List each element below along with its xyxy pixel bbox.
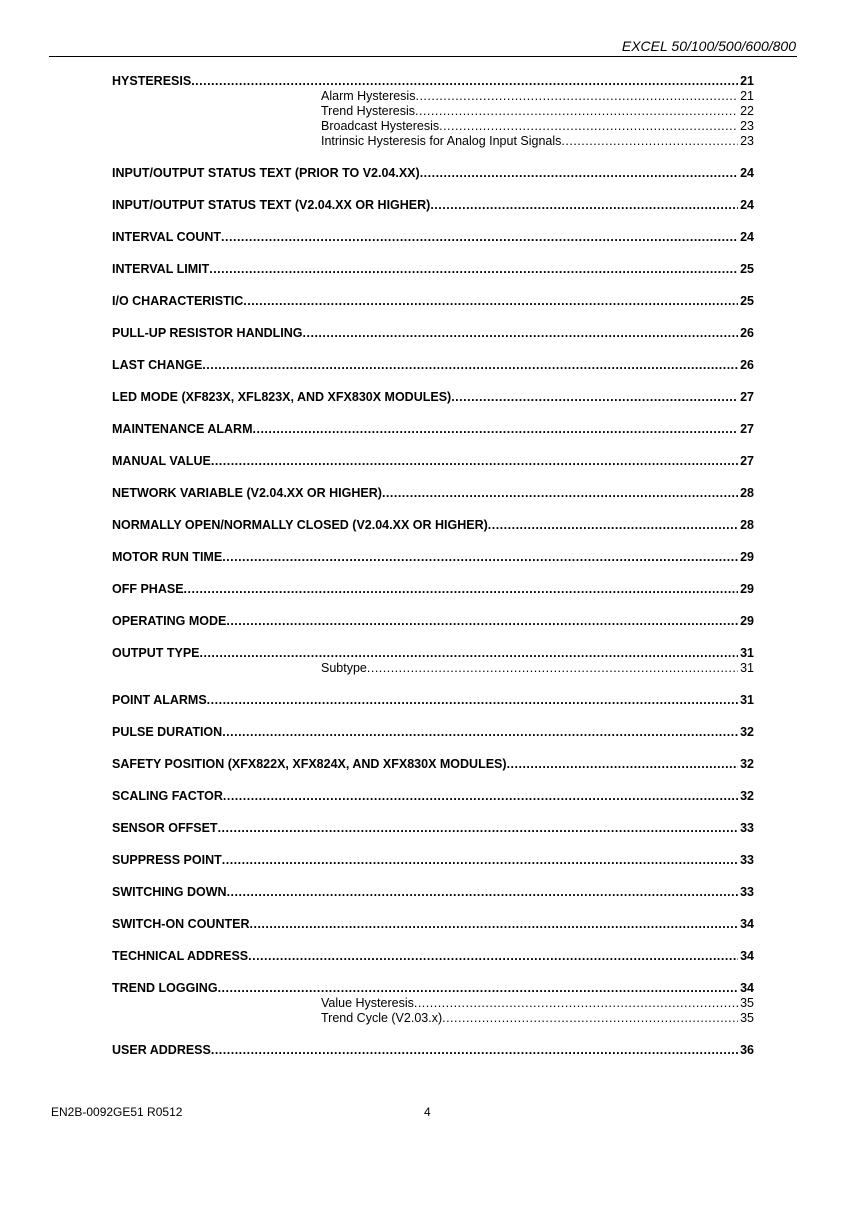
- toc-entry-title: SAFETY POSITION (XFX822X, XFX824X, AND XFX830X MODULES): [112, 757, 507, 771]
- toc-entry[interactable]: [112, 693, 754, 708]
- toc-entry-page-number: 27: [740, 390, 754, 404]
- toc-subentry[interactable]: [112, 661, 754, 676]
- toc-entry-page-number: 28: [740, 518, 754, 532]
- toc-subentry-page-number: 21: [740, 89, 754, 103]
- toc-entry[interactable]: [112, 166, 754, 181]
- toc-entry[interactable]: [112, 486, 754, 501]
- entry-spacer: [112, 437, 754, 454]
- toc-subentry[interactable]: [112, 996, 754, 1011]
- toc-entry[interactable]: [112, 422, 754, 437]
- toc-entry-page-number: 34: [740, 949, 754, 963]
- entry-spacer: [112, 740, 754, 757]
- toc-entry[interactable]: [112, 725, 754, 740]
- toc-entry-page-number: 26: [740, 326, 754, 340]
- toc-entry-title: SENSOR OFFSET: [112, 821, 218, 835]
- entry-spacer: [112, 501, 754, 518]
- toc-entry[interactable]: [112, 614, 754, 629]
- toc-entry-page-number: 26: [740, 358, 754, 372]
- dot-leader: [382, 486, 738, 501]
- toc-entry-page-number: 24: [740, 230, 754, 244]
- entry-spacer: [112, 868, 754, 885]
- entry-spacer: [112, 836, 754, 853]
- dot-leader: [439, 119, 738, 134]
- entry-spacer: [112, 245, 754, 262]
- entry-spacer: [112, 533, 754, 550]
- toc-entry-page-number: 34: [740, 981, 754, 995]
- dot-leader: [442, 1011, 738, 1026]
- entry-spacer: [112, 964, 754, 981]
- toc-entry[interactable]: [112, 949, 754, 964]
- toc-entry-title: POINT ALARMS: [112, 693, 207, 707]
- toc-entry[interactable]: [112, 358, 754, 373]
- toc-entry[interactable]: [112, 550, 754, 565]
- toc-entry-title: SWITCHING DOWN: [112, 885, 227, 899]
- dot-leader: [222, 550, 738, 565]
- toc-entry-page-number: 24: [740, 166, 754, 180]
- dot-leader: [248, 949, 738, 964]
- entry-spacer: [112, 1026, 754, 1043]
- entry-spacer: [112, 181, 754, 198]
- toc-subentry-title: Value Hysteresis: [321, 996, 414, 1010]
- table-of-contents: [112, 74, 754, 1058]
- dot-leader: [507, 757, 739, 772]
- dot-leader: [414, 996, 738, 1011]
- toc-entry[interactable]: [112, 294, 754, 309]
- toc-entry-title: OPERATING MODE: [112, 614, 227, 628]
- toc-entry[interactable]: [112, 789, 754, 804]
- toc-entry-page-number: 29: [740, 550, 754, 564]
- toc-entry[interactable]: [112, 757, 754, 772]
- toc-subentry-title: Trend Cycle (V2.03.x): [321, 1011, 443, 1025]
- toc-entry[interactable]: [112, 821, 754, 836]
- toc-entry-title: OUTPUT TYPE: [112, 646, 200, 660]
- toc-entry[interactable]: [112, 326, 754, 341]
- toc-entry-page-number: 29: [740, 582, 754, 596]
- dot-leader: [303, 326, 739, 341]
- toc-entry-page-number: 29: [740, 614, 754, 628]
- toc-subentry[interactable]: [112, 1011, 754, 1026]
- entry-spacer: [112, 149, 754, 166]
- toc-entry-page-number: 24: [740, 198, 754, 212]
- toc-entry-title: PULSE DURATION: [112, 725, 223, 739]
- dot-leader: [222, 725, 738, 740]
- toc-entry-title: SUPPRESS POINT: [112, 853, 222, 867]
- toc-entry-page-number: 31: [740, 646, 754, 660]
- toc-entry[interactable]: [112, 198, 754, 213]
- toc-subentry-title: Subtype: [321, 661, 367, 675]
- dot-leader: [211, 454, 738, 469]
- toc-subentry-title: Alarm Hysteresis: [321, 89, 416, 103]
- toc-subentry[interactable]: [112, 89, 754, 104]
- dot-leader: [227, 885, 739, 900]
- toc-entry-page-number: 34: [740, 917, 754, 931]
- dot-leader: [222, 853, 738, 868]
- toc-entry-title: LED MODE (XF823X, XFL823X, AND XFX830X MODULES): [112, 390, 452, 404]
- toc-subentry-page-number: 31: [740, 661, 754, 675]
- toc-entry-page-number: 31: [740, 693, 754, 707]
- toc-entry-title: MOTOR RUN TIME: [112, 550, 223, 564]
- dot-leader: [415, 104, 738, 119]
- dot-leader: [488, 518, 738, 533]
- dot-leader: [415, 89, 738, 104]
- toc-subentry-page-number: 35: [740, 996, 754, 1010]
- toc-entry[interactable]: [112, 518, 754, 533]
- entry-spacer: [112, 565, 754, 582]
- dot-leader: [250, 917, 739, 932]
- toc-subentry[interactable]: [112, 119, 754, 134]
- dot-leader: [209, 262, 738, 277]
- toc-entry-page-number: 25: [740, 294, 754, 308]
- toc-entry-title: NETWORK VARIABLE (V2.04.XX OR HIGHER): [112, 486, 382, 500]
- dot-leader: [226, 614, 738, 629]
- toc-entry-title: OFF PHASE: [112, 582, 184, 596]
- toc-entry-title: INTERVAL COUNT: [112, 230, 222, 244]
- toc-entry-title: TECHNICAL ADDRESS: [112, 949, 249, 963]
- toc-subentry[interactable]: [112, 104, 754, 119]
- dot-leader: [184, 582, 739, 597]
- toc-entry-title: LAST CHANGE: [112, 358, 203, 372]
- toc-entry-title: I/O CHARACTERISTIC: [112, 294, 244, 308]
- toc-entry-title: TREND LOGGING: [112, 981, 218, 995]
- toc-entry-page-number: 21: [740, 74, 754, 88]
- toc-entry-title: INPUT/OUTPUT STATUS TEXT (PRIOR TO V2.04.XX): [112, 166, 420, 180]
- entry-spacer: [112, 676, 754, 693]
- toc-entry-page-number: 32: [740, 789, 754, 803]
- toc-entry-title: USER ADDRESS: [112, 1043, 211, 1057]
- toc-entry[interactable]: [112, 981, 754, 996]
- document-title: EXCEL 50/100/500/600/800: [621, 38, 796, 54]
- dot-leader: [367, 661, 738, 676]
- footer-doc-number: EN2B-0092GE51 R0512: [51, 1105, 183, 1119]
- toc-subentry-page-number: 35: [740, 1011, 754, 1025]
- dot-leader: [451, 390, 738, 405]
- toc-entry-page-number: 33: [740, 821, 754, 835]
- header-rule: [49, 56, 797, 57]
- entry-spacer: [112, 804, 754, 821]
- toc-entry-page-number: 36: [740, 1043, 754, 1057]
- toc-subentry-page-number: 22: [740, 104, 754, 118]
- toc-entry[interactable]: [112, 390, 754, 405]
- toc-subentry-title: Trend Hysteresis: [321, 104, 416, 118]
- toc-entry-title: MAINTENANCE ALARM: [112, 422, 253, 436]
- entry-spacer: [112, 772, 754, 789]
- entry-spacer: [112, 469, 754, 486]
- toc-entry-title: PULL-UP RESISTOR HANDLING: [112, 326, 303, 340]
- dot-leader: [218, 821, 739, 836]
- entry-spacer: [112, 341, 754, 358]
- toc-entry-title: INTERVAL LIMIT: [112, 262, 210, 276]
- toc-subentry-page-number: 23: [740, 119, 754, 133]
- dot-leader: [243, 294, 738, 309]
- footer-page-number: 4: [424, 1105, 431, 1119]
- toc-entry-title: MANUAL VALUE: [112, 454, 211, 468]
- toc-entry[interactable]: [112, 454, 754, 469]
- toc-entry-title: INPUT/OUTPUT STATUS TEXT (V2.04.XX OR HIGHER): [112, 198, 431, 212]
- dot-leader: [420, 166, 738, 181]
- toc-entry[interactable]: [112, 885, 754, 900]
- dot-leader: [202, 358, 738, 373]
- toc-entry-title: NORMALLY OPEN/NORMALLY CLOSED (V2.04.XX OR HIGHER): [112, 518, 488, 532]
- entry-spacer: [112, 597, 754, 614]
- toc-entry[interactable]: [112, 1043, 754, 1058]
- dot-leader: [221, 230, 738, 245]
- toc-subentry[interactable]: [112, 134, 754, 149]
- toc-entry[interactable]: [112, 646, 754, 661]
- toc-entry[interactable]: [112, 74, 754, 89]
- entry-spacer: [112, 629, 754, 646]
- toc-entry-page-number: 32: [740, 725, 754, 739]
- toc-subentry-title: Broadcast Hysteresis: [321, 119, 440, 133]
- toc-entry-page-number: 27: [740, 454, 754, 468]
- toc-entry-page-number: 32: [740, 757, 754, 771]
- dot-leader: [191, 74, 738, 89]
- dot-leader: [253, 422, 739, 437]
- entry-spacer: [112, 708, 754, 725]
- toc-entry-page-number: 33: [740, 885, 754, 899]
- toc-entry-title: HYSTERESIS: [112, 74, 192, 88]
- toc-entry-page-number: 28: [740, 486, 754, 500]
- toc-entry-page-number: 25: [740, 262, 754, 276]
- toc-entry-page-number: 27: [740, 422, 754, 436]
- dot-leader: [561, 134, 738, 149]
- entry-spacer: [112, 309, 754, 326]
- dot-leader: [223, 789, 738, 804]
- entry-spacer: [112, 277, 754, 294]
- toc-entry[interactable]: [112, 230, 754, 245]
- dot-leader: [430, 198, 738, 213]
- toc-entry[interactable]: [112, 262, 754, 277]
- entry-spacer: [112, 405, 754, 422]
- toc-subentry-title: Intrinsic Hysteresis for Analog Input Signals: [321, 134, 562, 148]
- toc-entry-title: SWITCH-ON COUNTER: [112, 917, 250, 931]
- entry-spacer: [112, 213, 754, 230]
- toc-entry-title: SCALING FACTOR: [112, 789, 223, 803]
- entry-spacer: [112, 373, 754, 390]
- dot-leader: [200, 646, 739, 661]
- dot-leader: [211, 1043, 738, 1058]
- toc-entry[interactable]: [112, 917, 754, 932]
- entry-spacer: [112, 900, 754, 917]
- dot-leader: [207, 693, 738, 708]
- entry-spacer: [112, 932, 754, 949]
- dot-leader: [218, 981, 739, 996]
- toc-entry[interactable]: [112, 582, 754, 597]
- toc-entry[interactable]: [112, 853, 754, 868]
- toc-entry-page-number: 33: [740, 853, 754, 867]
- toc-subentry-page-number: 23: [740, 134, 754, 148]
